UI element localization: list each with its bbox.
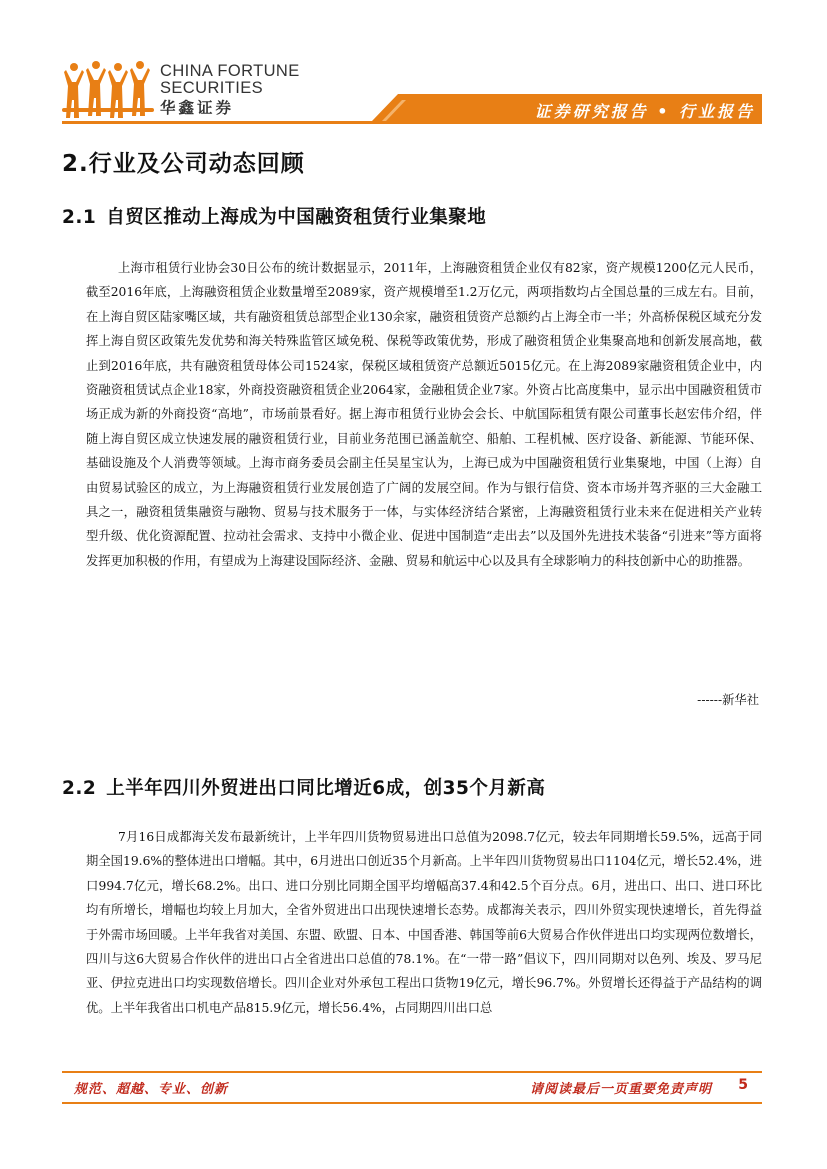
footer-disclaimer: 请阅读最后一页重要免责声明 bbox=[529, 1082, 712, 1097]
subsection-heading-2-2 bbox=[62, 774, 545, 800]
section-title: 2.行业及公司动态回顾 bbox=[62, 151, 305, 177]
subsection-title: 上半年四川外贸进出口同比增近6成，创35个月新高 bbox=[106, 778, 546, 799]
header-rule bbox=[62, 121, 762, 124]
page-footer bbox=[62, 1071, 762, 1104]
footer-top-rule bbox=[62, 1071, 762, 1073]
brand-block bbox=[160, 63, 300, 118]
article-body-2-1: 上海市租赁行业协会30日公布的统计数据显示，2011年，上海融资租赁企业仅有82家，资产规模1200亿元人民币，截至2016年底，上海融资租赁企业数量增至2089家，资产规模增至1.2万亿元，两项指数均占全国总量的三成左右。目前，在上海自贸区陆家嘴区域，共有融资租赁总部型企业130余家，融资租赁资产总额约占上海全市一半；外高桥保税区域充分发挥上海自贸区政策先发优势和海关特殊监管区域免税、保税等政策优势，形成了融资租赁企业集聚高地和创新发展高地，截止到2016年底，共有融资租赁母体公司1524家，保税区域租赁资产总额近5015亿元。在上海2089家融资租赁企业中，内资融资租赁试点企业18家，外商投资融资租赁企业2064家，金融租赁企业7家。外资占比高度集中，显示出中国融资租赁市场正成为新的外商投资“高地”，市场前景看好。据上海市租赁行业协会会长、中航国际租赁有限公司董事长赵宏伟介绍，伴随上海自贸区成立快速发展的融资租赁行业，目前业务范围已涵盖航空、船舶、工程机械、医疗设备、新能源、节能环保、基础设施及个人消费等领域。上海市商务委员会副主任吴星宝认为，上海已成为中国融资租赁行业集聚地，中国（上海）自由贸易试验区的成立，为上海融资租赁行业发展创造了广阔的发展空间。作为与银行信贷、资本市场并驾齐驱的三大金融工具之一，融资租赁集融资与融物、贸易与技术服务于一体，与实体经济结合紧密，上海融资租赁行业未来在促进相关产业转型升级、优化资源配置、拉动社会需求、支持中小微企业、促进中国制造“走出去”以及国外先进技术装备“引进来”等方面将发挥更加积极的作用，有望成为上海建设国际经济、金融、贸易和航运中心以及具有全球影响力的科技创新中心的助推器。 bbox=[86, 261, 762, 568]
footer-bottom-rule bbox=[62, 1102, 762, 1104]
brand-name-en-line1: CHINA FORTUNE bbox=[160, 62, 300, 80]
subsection-number: 2.1 bbox=[62, 207, 97, 228]
subsection-number: 2.2 bbox=[62, 778, 97, 799]
footer-motto: 规范、超越、专业、创新 bbox=[74, 1082, 229, 1097]
subsection-heading-2-1 bbox=[62, 203, 486, 229]
china-fortune-logo-icon bbox=[62, 60, 154, 120]
page-number: 5 bbox=[738, 1077, 748, 1093]
brand-name-cn: 华鑫证券 bbox=[160, 99, 235, 117]
report-type-label: 证券研究报告 • 行业报告 bbox=[534, 102, 755, 121]
news-source: ------新华社 bbox=[697, 693, 759, 707]
brand-name-en-line2: SECURITIES bbox=[160, 79, 264, 97]
subsection-title: 自贸区推动上海成为中国融资租赁行业集聚地 bbox=[106, 207, 487, 228]
article-body-2-2: 7月16日成都海关发布最新统计，上半年四川货物贸易进出口总值为2098.7亿元，较去年同期增长59.5%，远高于同期全国19.6%的整体进出口增幅。其中，6月进出口创近35个月新高。上半年四川货物贸易出口1104亿元，增长52.4%，进口994.7亿元，增长68.2%。出口、进口分别比同期全国平均增幅高37.4和42.5个百分点。6月，进出口、出口、进口环比均有所增长，增幅也均较上月加大，全省外贸进出口出现快速增长态势。成都海关表示，四川外贸实现快速增长，首先得益于外需市场回暖。上半年我省对美国、东盟、欧盟、日本、中国香港、韩国等前6大贸易合作伙伴进出口均实现两位数增长，四川与这6大贸易合作伙伴的进出口占全省进出口总值的78.1%。在“一带一路”倡议下，四川同期对以色列、埃及、罗马尼亚、伊拉克进出口均实现数倍增长。四川企业对外承包工程出口货物19亿元，增长96.7%。外贸增长还得益于产品结构的调优。上半年我省出口机电产品815.9亿元，增长56.4%，占同期四川出口总 bbox=[86, 830, 762, 1015]
